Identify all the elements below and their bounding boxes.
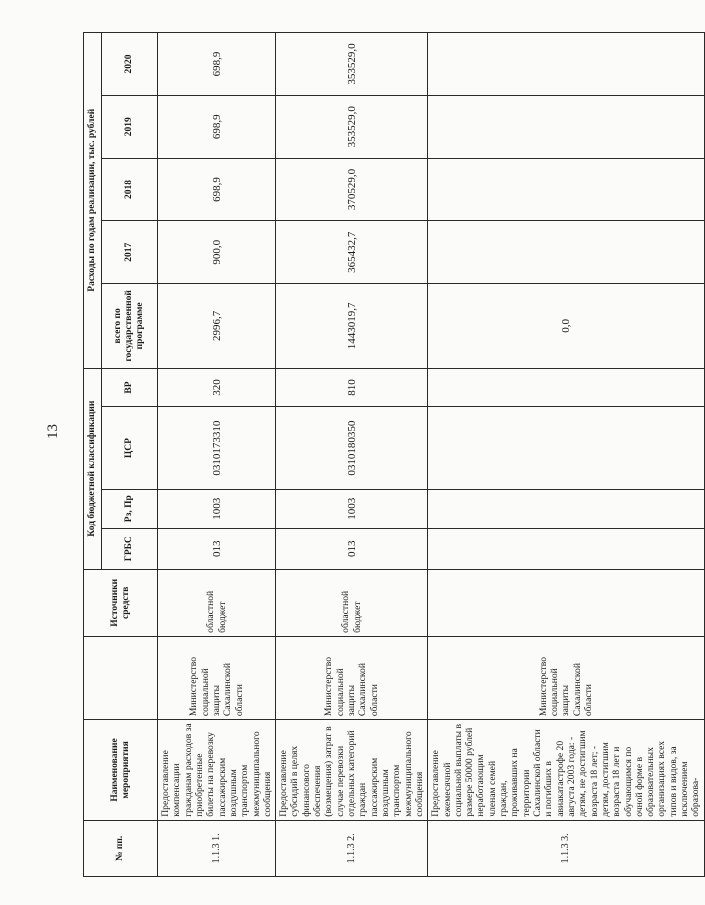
header-2018: 2018: [102, 158, 158, 221]
row-name: Предоставление ежемесячной социальной выплаты в размере 50000 рублей неработающим членам семей граждан, проживавших на территории Сахалинской области и погибших в авиакатастрофе 20 августа 2003 года: - детям, не достигшим возраста 18 лет; - детям, достигшим возраста 18 лет и обучающимся по очной форме в образовательных организациях всех типов и видов, за исключением образова-: [428, 720, 705, 821]
header-expenses-group: Расходы по годам реализации, тыс. рублей: [84, 33, 102, 369]
header-vr: ВР: [102, 368, 158, 407]
row-source: областной бюджет: [158, 569, 276, 636]
row-grbs: 013: [158, 528, 276, 569]
row-grbs: [428, 528, 705, 569]
header-executor: [84, 636, 158, 719]
header-rzpr: Рз, Пр: [102, 489, 158, 528]
rotated-table-wrapper: [83, 32, 702, 877]
row-csr: 0310180350: [276, 407, 428, 489]
row-executor: Министерство социальной защиты Сахалинской области: [276, 636, 428, 719]
header-num: № пп.: [84, 820, 158, 876]
row-name: Предоставление субсидий в целях финансового обеспечения (возмещения) затрат в случае перевозки отдельных категорий граждан пассажирским воздушным транспортом межмуниципального сообщения: [276, 720, 428, 821]
row-num: 1.1.3 3.: [428, 820, 705, 876]
row-csr: 0310173310: [158, 407, 276, 489]
row-2019: [428, 95, 705, 158]
header-source: Источники средств: [84, 569, 158, 636]
budget-table: [83, 32, 705, 877]
row-executor: Министерство социальной защиты Сахалинской области: [428, 636, 705, 719]
row-total: 0,0: [428, 284, 705, 368]
header-2019: 2019: [102, 95, 158, 158]
row-source: [428, 569, 705, 636]
row-2020: 698,9: [158, 33, 276, 96]
row-total: 1443019,7: [276, 284, 428, 368]
row-2018: 698,9: [158, 158, 276, 221]
row-2017: 900,0: [158, 221, 276, 284]
header-name: Наименование мероприятия: [84, 720, 158, 821]
header-total: всего по государственной программе: [102, 284, 158, 368]
row-vr: [428, 368, 705, 407]
row-2019: 353529,0: [276, 95, 428, 158]
row-rzpr: [428, 489, 705, 528]
header-csr: ЦСР: [102, 407, 158, 489]
row-source: областной бюджет: [276, 569, 428, 636]
row-rzpr: 1003: [158, 489, 276, 528]
row-grbs: 013: [276, 528, 428, 569]
row-vr: 320: [158, 368, 276, 407]
row-2017: [428, 221, 705, 284]
row-name: Предоставление компенсации гражданам расходов за приобретенные билеты на перевозку пассажирским воздушным транспортом межмуниципального сообщения: [158, 720, 276, 821]
row-vr: 810: [276, 368, 428, 407]
row-rzpr: 1003: [276, 489, 428, 528]
row-csr: [428, 407, 705, 489]
header-codes-group: Код бюджетной классификации: [84, 368, 102, 569]
row-2020: 353529,0: [276, 33, 428, 96]
row-num: 1.1.3 2.: [276, 820, 428, 876]
row-2019: 698,9: [158, 95, 276, 158]
table-row: [428, 33, 705, 877]
row-2018: 370529,0: [276, 158, 428, 221]
header-2017: 2017: [102, 221, 158, 284]
row-total: 2996,7: [158, 284, 276, 368]
row-executor: Министерство социальной защиты Сахалинской области: [158, 636, 276, 719]
row-2018: [428, 158, 705, 221]
header-2020: 2020: [102, 33, 158, 96]
header-grbs: ГРБС: [102, 528, 158, 569]
row-2017: 365432,7: [276, 221, 428, 284]
table-row: [276, 33, 428, 877]
table-row: [158, 33, 276, 877]
row-2020: [428, 33, 705, 96]
page-number: 13: [45, 424, 61, 439]
row-num: 1.1.3 1.: [158, 820, 276, 876]
